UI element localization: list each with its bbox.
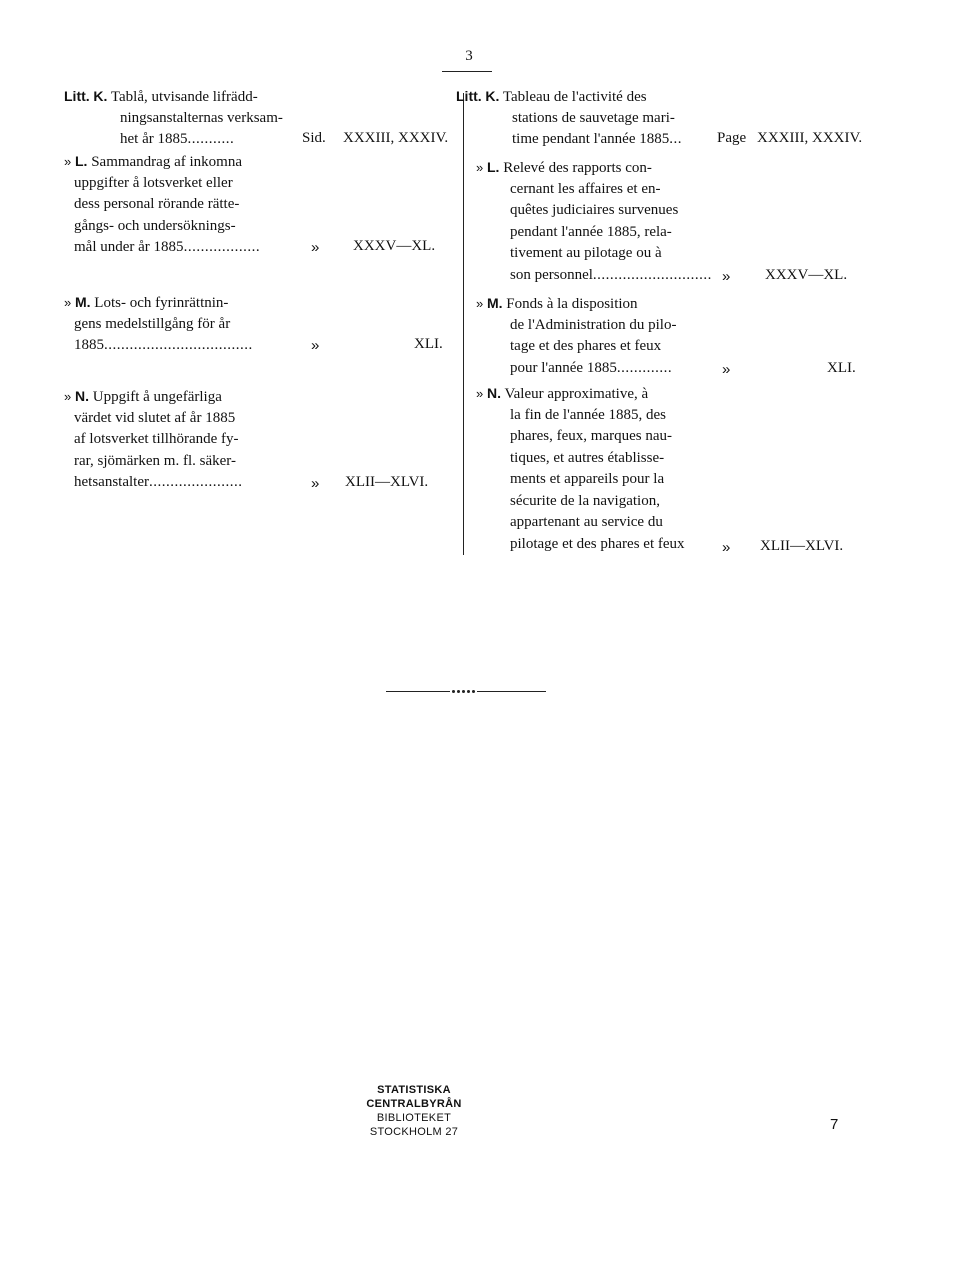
stamp-line: BIBLIOTEKET (376, 1112, 452, 1124)
entry-text-line: gens medelstillgång för år (74, 315, 231, 332)
entry-text-line: värdet vid slutet af år 1885 (74, 409, 236, 426)
entry-text-line: la fin de l'année 1885, des (510, 406, 666, 423)
entry-right-n (476, 383, 685, 555)
entry-text-line: stations de sauvetage mari- (512, 109, 675, 126)
entry-text-line: appartenant au service du (510, 514, 663, 530)
entry-left-n (64, 386, 242, 494)
entry-text-last: pilotage et des phares et feux (510, 535, 685, 552)
page-reference: XLI. (827, 360, 856, 376)
entry-right-k (456, 86, 682, 151)
sheet-number: 7 (830, 1116, 839, 1133)
page-label: Page (717, 130, 747, 146)
entry-letter: M. (74, 294, 91, 310)
ditto-mark: » (476, 386, 484, 401)
ditto-mark: » (722, 539, 731, 556)
entry-text-line: Valeur approximative, à (504, 386, 649, 402)
ditto-mark: » (476, 296, 484, 311)
page-number-rule (442, 71, 492, 72)
stamp-line: STATISTISKA CENTRALBYRÅN (366, 1084, 462, 1110)
ditto-mark: » (64, 389, 72, 404)
ornament-divider (386, 690, 546, 694)
entry-letter: N. (74, 388, 89, 404)
entry-text-line: phares, feux, marques nau- (510, 428, 673, 444)
ornament-dot (462, 690, 465, 693)
page-label: Sid. (302, 130, 326, 146)
entry-text-line: Lots- och fyrinrättnin- (94, 295, 229, 311)
entry-right-m (476, 293, 676, 379)
ditto-mark: » (64, 154, 72, 169)
ornament-dot (457, 690, 460, 693)
entry-text-line: Relevé des rapports con- (503, 160, 652, 176)
library-stamp (336, 1083, 492, 1139)
entry-text-line: Tableau de l'activité des (502, 89, 647, 105)
ditto-mark: » (311, 239, 320, 256)
ditto-mark: » (64, 295, 72, 310)
entry-text-line: Uppgift å ungefärliga (92, 389, 222, 405)
entry-text-last: son personnel (510, 266, 593, 283)
entry-text-last: het år 1885 (120, 131, 188, 147)
ornament-dot (467, 690, 470, 693)
entry-letter: N. (486, 385, 501, 401)
column-divider (463, 93, 464, 555)
entry-letter: L. (74, 153, 88, 169)
entry-text-line: tiques, et autres établisse- (510, 449, 665, 466)
ditto-mark: » (722, 268, 731, 285)
entry-letter: L. (486, 159, 500, 175)
ornament-line-right (477, 691, 546, 692)
entry-text-line: Fonds à la disposition (506, 296, 638, 312)
entry-text-line: quêtes judiciaires survenues (510, 202, 679, 218)
entry-text-line: tage et des phares et feux (510, 338, 662, 354)
ditto-mark: » (476, 160, 484, 175)
entry-text-last: pour l'année 1885 (510, 359, 617, 376)
entry-text-last: 1885 (74, 337, 104, 353)
entry-text-last: time pendant l'année 1885 (512, 131, 670, 147)
page-number: 3 (465, 48, 473, 64)
page-reference: XXXV—XL. (765, 267, 848, 283)
entry-text-line: Tablå, utvisande lifrädd- (110, 89, 258, 105)
page-reference: XLII—XLVI. (345, 474, 429, 490)
entry-text-line: ments et appareils pour la (510, 471, 665, 487)
ornament-dot (472, 690, 475, 693)
entry-text-last: hetsanstalter (74, 474, 149, 490)
entry-text-line: ningsanstalternas verksam- (120, 109, 283, 126)
entry-text-line: sécurite de la navigation, (510, 492, 660, 509)
ditto-mark: » (722, 361, 731, 378)
dot-leader: .................. (183, 239, 261, 255)
entry-left-m (64, 292, 253, 357)
entry-text-line: uppgifter å lotsverket eller (74, 174, 233, 191)
entry-letter: K. (485, 88, 500, 104)
litt-label: Litt. (456, 88, 482, 104)
entry-text-last: mål under år 1885 (74, 239, 184, 255)
dot-leader: ... (669, 131, 682, 147)
entry-letter: K. (93, 88, 108, 104)
litt-label: Litt. (64, 88, 90, 104)
entry-text-line: Sammandrag af inkomna (91, 154, 242, 170)
entry-text-line: de l'Administration du pilo- (510, 316, 677, 333)
entry-text-line: gångs- och undersöknings- (74, 217, 236, 234)
entry-left-l (64, 151, 260, 259)
ornament-dot (452, 690, 455, 693)
ornament-line-left (386, 691, 450, 692)
page-reference: XLII—XLVI. (760, 538, 844, 554)
dot-leader: ...................... (148, 474, 243, 490)
entry-text-line: cernant les affaires et en- (510, 180, 661, 197)
entry-text-line: rar, sjömärken m. fl. säker- (74, 452, 236, 469)
entry-text-line: tivement au pilotage ou à (510, 245, 662, 261)
entry-text-line: dess personal rörande rätte- (74, 196, 240, 212)
page-reference: XXXIII, XXXIV. (757, 130, 863, 146)
dot-leader: ................................... (104, 337, 253, 353)
entry-left-k (64, 86, 283, 151)
entry-text-line: af lotsverket tillhörande fy- (74, 431, 239, 447)
page-reference: XXXV—XL. (353, 238, 436, 254)
ditto-mark: » (311, 337, 320, 354)
dot-leader: ............. (616, 359, 673, 376)
stamp-line: STOCKHOLM 27 (369, 1126, 459, 1138)
entry-letter: M. (486, 295, 503, 311)
entry-right-l (476, 157, 712, 286)
dot-leader: ............................ (592, 266, 712, 283)
ditto-mark: » (311, 475, 320, 492)
page-reference: XXXIII, XXXIV. (343, 130, 449, 146)
dot-leader: ........... (187, 131, 235, 147)
page-reference: XLI. (414, 336, 443, 352)
entry-text-line: pendant l'année 1885, rela- (510, 223, 672, 240)
